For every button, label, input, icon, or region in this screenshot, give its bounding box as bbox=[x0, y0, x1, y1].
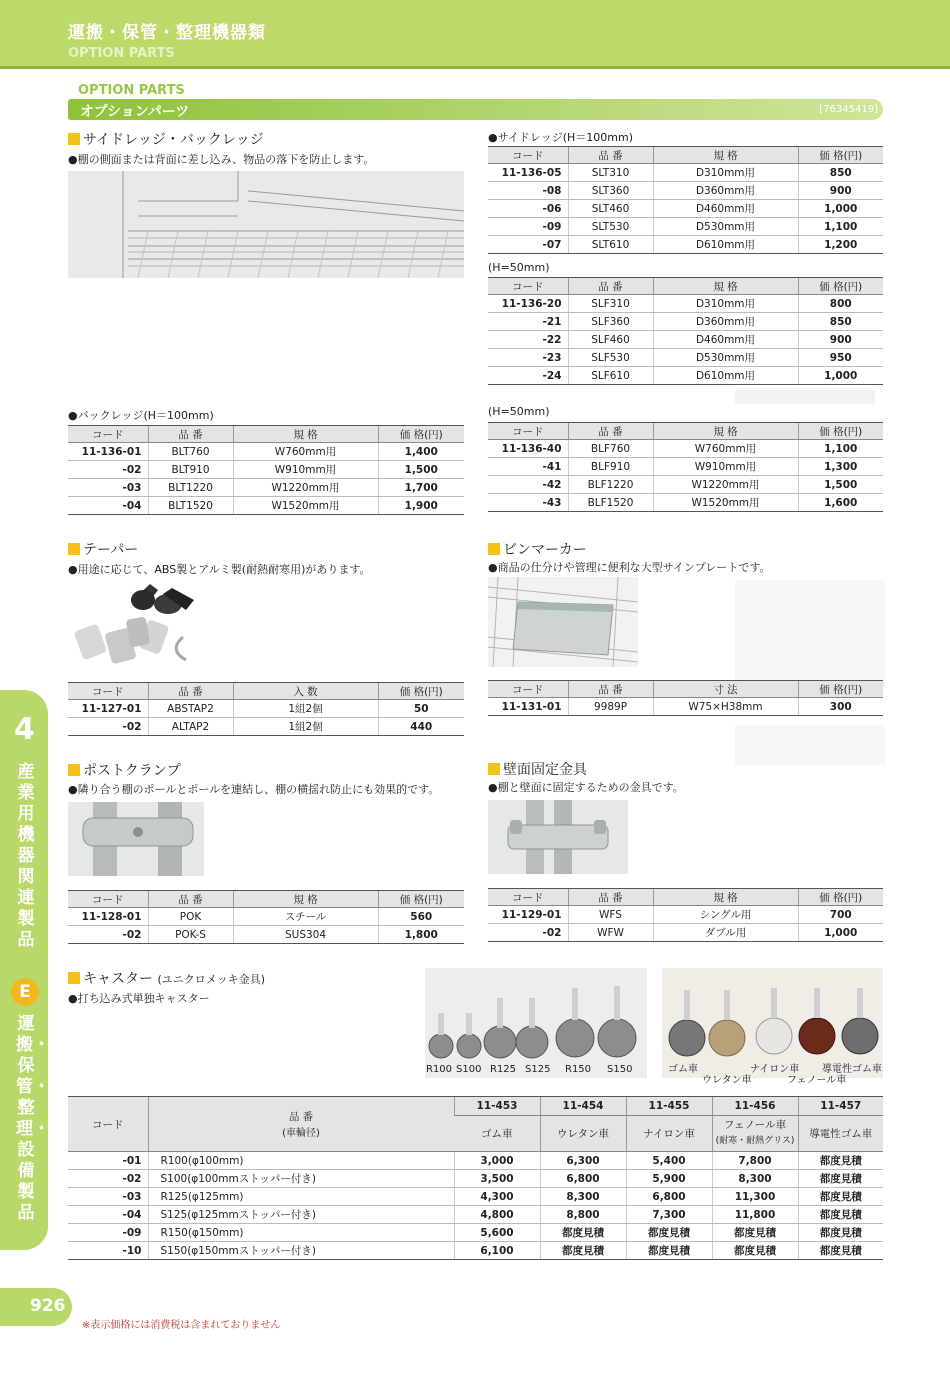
col-code: 11-454 bbox=[540, 1097, 626, 1116]
col-header: 品 番 bbox=[568, 278, 653, 295]
caster-label: R150 bbox=[565, 1064, 592, 1075]
table-cell: -24 bbox=[488, 367, 568, 385]
table-cell: 850 bbox=[798, 164, 883, 182]
postclamp-heading: ポストクランプ bbox=[68, 760, 181, 780]
table-row bbox=[68, 1188, 883, 1206]
table-cell: W910mm用 bbox=[653, 458, 798, 476]
heading-square-icon bbox=[68, 764, 80, 776]
table-row bbox=[488, 440, 883, 458]
table-cell: SLT310 bbox=[568, 164, 653, 182]
col-header: 価 格(円) bbox=[378, 426, 464, 443]
table-cell: ABSTAP2 bbox=[148, 700, 233, 718]
col-code: 11-453 bbox=[454, 1097, 540, 1116]
table-cell: -04 bbox=[68, 497, 148, 515]
table-cell: BLF1520 bbox=[568, 494, 653, 512]
table-cell: 11-136-05 bbox=[488, 164, 568, 182]
table-cell: シングル用 bbox=[653, 906, 798, 924]
table-cell: 6,300 bbox=[540, 1152, 626, 1170]
table-cell: 1,200 bbox=[798, 236, 883, 254]
col-name: ウレタン車 bbox=[540, 1116, 626, 1152]
table-cell: 都度見積 bbox=[540, 1242, 626, 1260]
table-cell: 都度見積 bbox=[798, 1152, 883, 1170]
table-cell: 1,000 bbox=[798, 200, 883, 218]
table-cell: 1,500 bbox=[798, 476, 883, 494]
col-header: 規 格 bbox=[653, 278, 798, 295]
table-cell: -21 bbox=[488, 313, 568, 331]
postclamp-description: ●隣り合う棚のポールとポールを連結し、棚の横揺れ防止にも効果的です。 bbox=[68, 783, 440, 796]
caster-sizes-image bbox=[425, 968, 647, 1078]
table-cell: 11,300 bbox=[712, 1188, 798, 1206]
taper-description: ●用途に応じて、ABS製とアルミ製(耐熱耐寒用)があります。 bbox=[68, 563, 371, 576]
table-cell: -23 bbox=[488, 349, 568, 367]
wallmount-table bbox=[488, 888, 883, 942]
table-cell: W760mm用 bbox=[653, 440, 798, 458]
caster-description: ●打ち込み式単独キャスター bbox=[68, 992, 210, 1005]
print-through bbox=[735, 725, 885, 765]
back-ledge-h100-table bbox=[68, 425, 464, 515]
heading-square-icon bbox=[68, 543, 80, 555]
caster-label: R100 bbox=[426, 1064, 453, 1075]
table-cell: D610mm用 bbox=[653, 367, 798, 385]
table-cell: SLF310 bbox=[568, 295, 653, 313]
col-name: 導電性ゴム車 bbox=[798, 1116, 883, 1152]
caster-price-table bbox=[68, 1096, 883, 1260]
caster-label: S125 bbox=[525, 1064, 551, 1075]
table-cell: 11-131-01 bbox=[488, 698, 568, 716]
option-title-bar bbox=[68, 99, 883, 120]
side50-label: (H=50mm) bbox=[488, 261, 550, 274]
table-cell: SLT460 bbox=[568, 200, 653, 218]
table-row bbox=[68, 908, 464, 926]
table-cell: 11-127-01 bbox=[68, 700, 148, 718]
table-cell: 5,900 bbox=[626, 1170, 712, 1188]
table-row bbox=[488, 349, 883, 367]
table-cell: 6,800 bbox=[626, 1188, 712, 1206]
col-code: 11-455 bbox=[626, 1097, 712, 1116]
print-through bbox=[735, 390, 875, 404]
table-cell: 440 bbox=[378, 718, 464, 736]
col-header: 寸 法 bbox=[653, 681, 798, 698]
col-header: 規 格 bbox=[233, 426, 378, 443]
table-cell: W910mm用 bbox=[233, 461, 378, 479]
caster-label: R125 bbox=[490, 1064, 517, 1075]
table-cell: 700 bbox=[798, 906, 883, 924]
table-cell: 6,100 bbox=[454, 1242, 540, 1260]
table-cell: ALTAP2 bbox=[148, 718, 233, 736]
table-cell: 1,800 bbox=[378, 926, 464, 944]
col-header: 価 格(円) bbox=[378, 683, 464, 700]
page-number: 926 bbox=[30, 1296, 66, 1316]
table-cell: 900 bbox=[798, 331, 883, 349]
table-cell: W760mm用 bbox=[233, 443, 378, 461]
table-cell: S100(φ100mmストッパー付き) bbox=[148, 1170, 454, 1188]
table-cell: 560 bbox=[378, 908, 464, 926]
table-cell: 都度見積 bbox=[798, 1170, 883, 1188]
col-header: 品 番 bbox=[148, 426, 233, 443]
table-row bbox=[488, 476, 883, 494]
table-row bbox=[68, 1224, 883, 1242]
col-header: コード bbox=[68, 891, 148, 908]
back50-label: (H=50mm) bbox=[488, 405, 550, 418]
col-header: 品 番 bbox=[568, 681, 653, 698]
col-code: 11-457 bbox=[798, 1097, 883, 1116]
table-cell: 3,500 bbox=[454, 1170, 540, 1188]
table-cell: -43 bbox=[488, 494, 568, 512]
table-cell: 1,300 bbox=[798, 458, 883, 476]
table-cell: SLF610 bbox=[568, 367, 653, 385]
table-cell: SLF360 bbox=[568, 313, 653, 331]
table-cell: R150(φ150mm) bbox=[148, 1224, 454, 1242]
table-cell: 都度見積 bbox=[540, 1224, 626, 1242]
col-header: 価 格(円) bbox=[798, 423, 883, 440]
col-header: 品 番 bbox=[568, 423, 653, 440]
heading-square-icon bbox=[488, 763, 500, 775]
table-cell: 1,000 bbox=[798, 924, 883, 942]
heading-square-icon bbox=[488, 543, 500, 555]
col-header: コード bbox=[68, 426, 148, 443]
table-row bbox=[488, 218, 883, 236]
table-row bbox=[488, 200, 883, 218]
table-cell: BLF760 bbox=[568, 440, 653, 458]
table-row bbox=[488, 331, 883, 349]
table-cell: -03 bbox=[68, 1188, 148, 1206]
table-cell: 800 bbox=[798, 295, 883, 313]
taper-parts-image bbox=[68, 582, 268, 672]
table-cell: 都度見積 bbox=[798, 1188, 883, 1206]
table-cell: 都度見積 bbox=[798, 1206, 883, 1224]
table-cell: 6,800 bbox=[540, 1170, 626, 1188]
wallmount-description: ●棚と壁面に固定するための金具です。 bbox=[488, 781, 684, 794]
table-cell: 11-136-01 bbox=[68, 443, 148, 461]
table-cell: D530mm用 bbox=[653, 218, 798, 236]
table-row bbox=[68, 479, 464, 497]
caster-label: ナイロン車 bbox=[750, 1064, 800, 1075]
table-cell: S125(φ125mmストッパー付き) bbox=[148, 1206, 454, 1224]
caster-label: ウレタン車 bbox=[702, 1075, 752, 1086]
table-row bbox=[68, 461, 464, 479]
table-cell: D360mm用 bbox=[653, 182, 798, 200]
table-cell: 4,300 bbox=[454, 1188, 540, 1206]
table-cell: BLT910 bbox=[148, 461, 233, 479]
col-name: ナイロン車 bbox=[626, 1116, 712, 1152]
table-cell: WFW bbox=[568, 924, 653, 942]
code-header: コード bbox=[68, 1097, 148, 1152]
table-cell: 5,400 bbox=[626, 1152, 712, 1170]
table-row bbox=[68, 700, 464, 718]
col-header: 入 数 bbox=[233, 683, 378, 700]
col-header: 品 番 bbox=[148, 683, 233, 700]
side100-label: ●サイドレッジ(H＝100mm) bbox=[488, 131, 633, 144]
binmarker-table bbox=[488, 680, 883, 716]
table-cell: -02 bbox=[68, 718, 148, 736]
table-cell: D310mm用 bbox=[653, 164, 798, 182]
table-cell: 都度見積 bbox=[712, 1224, 798, 1242]
back-ledge-h50-table bbox=[488, 422, 883, 512]
table-cell: SLT530 bbox=[568, 218, 653, 236]
caster-heading: キャスター (ユニクロメッキ金具) bbox=[68, 968, 265, 988]
table-cell: 1,600 bbox=[798, 494, 883, 512]
table-cell: 1,100 bbox=[798, 440, 883, 458]
table-cell: 5,600 bbox=[454, 1224, 540, 1242]
table-cell: BLT760 bbox=[148, 443, 233, 461]
table-cell: 1組2個 bbox=[233, 700, 378, 718]
table-cell: ダブル用 bbox=[653, 924, 798, 942]
side-ledge-h50-table bbox=[488, 277, 883, 385]
table-cell: 3,000 bbox=[454, 1152, 540, 1170]
header-subtitle: OPTION PARTS bbox=[68, 46, 175, 61]
table-cell: 8,800 bbox=[540, 1206, 626, 1224]
col-header: 品 番 bbox=[148, 891, 233, 908]
table-cell: 1,100 bbox=[798, 218, 883, 236]
wall-bracket-image bbox=[488, 800, 628, 874]
col-header: コード bbox=[488, 278, 568, 295]
side-ledge-h100-table bbox=[488, 146, 883, 254]
table-cell: BLT1220 bbox=[148, 479, 233, 497]
wallmount-heading: 壁面固定金具 bbox=[488, 759, 587, 779]
table-cell: 1,500 bbox=[378, 461, 464, 479]
table-row bbox=[68, 1206, 883, 1224]
table-cell: 11-129-01 bbox=[488, 906, 568, 924]
table-cell: -07 bbox=[488, 236, 568, 254]
table-cell: 11-136-40 bbox=[488, 440, 568, 458]
table-cell: W1220mm用 bbox=[233, 479, 378, 497]
table-cell: 1,400 bbox=[378, 443, 464, 461]
col-header: コード bbox=[488, 889, 568, 906]
table-cell: D460mm用 bbox=[653, 331, 798, 349]
wallmount-photo bbox=[488, 800, 628, 874]
col-header: 品 番 bbox=[568, 147, 653, 164]
table-cell: 都度見積 bbox=[626, 1224, 712, 1242]
table-cell: -10 bbox=[68, 1242, 148, 1260]
caster-label: S100 bbox=[456, 1064, 482, 1075]
table-cell: -09 bbox=[488, 218, 568, 236]
table-cell: -09 bbox=[68, 1224, 148, 1242]
caster-label: S150 bbox=[607, 1064, 633, 1075]
side-category-2: 運搬・保管・整理・設備製品 bbox=[16, 1014, 50, 1223]
side-letter-badge: E bbox=[11, 978, 39, 1006]
ledge-photo bbox=[68, 171, 464, 278]
binmarker-photo bbox=[488, 577, 638, 667]
table-cell: BLF1220 bbox=[568, 476, 653, 494]
table-cell: -01 bbox=[68, 1152, 148, 1170]
ledge-description: ●棚の側面または背面に差し込み、物品の落下を防止します。 bbox=[68, 153, 375, 166]
table-cell: 4,800 bbox=[454, 1206, 540, 1224]
taper-table bbox=[68, 682, 464, 736]
table-row bbox=[68, 718, 464, 736]
caster-label: 導電性ゴム車 bbox=[822, 1064, 882, 1075]
table-row bbox=[488, 313, 883, 331]
table-cell: R125(φ125mm) bbox=[148, 1188, 454, 1206]
table-row bbox=[68, 443, 464, 461]
tax-note: ※表示価格には消費税は含まれておりません bbox=[82, 1320, 281, 1331]
col-header: 規 格 bbox=[653, 889, 798, 906]
binmarker-description: ●商品の仕分けや管理に便利な大型サインプレートです。 bbox=[488, 561, 771, 574]
col-header: 価 格(円) bbox=[798, 278, 883, 295]
table-cell: 1,700 bbox=[378, 479, 464, 497]
table-cell: D310mm用 bbox=[653, 295, 798, 313]
header-rule bbox=[0, 66, 950, 69]
col-header: コード bbox=[488, 423, 568, 440]
table-row bbox=[488, 182, 883, 200]
option-code: [76345419] bbox=[819, 104, 878, 115]
wire-shelf-ledge-image bbox=[68, 171, 464, 278]
item-header: 品 番 (車輪径) bbox=[148, 1097, 454, 1152]
option-title: オプションパーツ bbox=[80, 104, 190, 120]
table-cell: 8,300 bbox=[712, 1170, 798, 1188]
print-through bbox=[735, 580, 885, 690]
table-row bbox=[488, 458, 883, 476]
table-cell: 50 bbox=[378, 700, 464, 718]
heading-square-icon bbox=[68, 133, 80, 145]
table-cell: スチール bbox=[233, 908, 378, 926]
caster-label: ゴム車 bbox=[668, 1064, 698, 1075]
option-en-label: OPTION PARTS bbox=[78, 83, 185, 98]
table-cell: 都度見積 bbox=[626, 1242, 712, 1260]
table-row bbox=[488, 924, 883, 942]
table-row bbox=[488, 295, 883, 313]
col-header: 規 格 bbox=[233, 891, 378, 908]
table-cell: -08 bbox=[488, 182, 568, 200]
table-cell: 都度見積 bbox=[712, 1242, 798, 1260]
table-cell: 300 bbox=[798, 698, 883, 716]
table-cell: 11,800 bbox=[712, 1206, 798, 1224]
side-chapter-number: 4 bbox=[14, 712, 35, 747]
table-cell: W1520mm用 bbox=[233, 497, 378, 515]
page-number-tab bbox=[0, 1288, 72, 1326]
table-cell: SLF460 bbox=[568, 331, 653, 349]
table-row bbox=[488, 906, 883, 924]
table-cell: 1,000 bbox=[798, 367, 883, 385]
table-cell: -41 bbox=[488, 458, 568, 476]
table-cell: S150(φ150mmストッパー付き) bbox=[148, 1242, 454, 1260]
table-cell: -02 bbox=[488, 924, 568, 942]
table-row bbox=[488, 164, 883, 182]
post-clamp-image bbox=[68, 802, 204, 876]
table-row bbox=[68, 926, 464, 944]
table-cell: -06 bbox=[488, 200, 568, 218]
table-cell: SLT610 bbox=[568, 236, 653, 254]
col-header: 規 格 bbox=[653, 147, 798, 164]
table-cell: -02 bbox=[68, 926, 148, 944]
table-cell: 11-128-01 bbox=[68, 908, 148, 926]
col-code: 11-456 bbox=[712, 1097, 798, 1116]
table-row bbox=[488, 698, 883, 716]
table-cell: BLT1520 bbox=[148, 497, 233, 515]
table-cell: 8,300 bbox=[540, 1188, 626, 1206]
table-cell: 都度見積 bbox=[798, 1224, 883, 1242]
col-name: ゴム車 bbox=[454, 1116, 540, 1152]
postclamp-table bbox=[68, 890, 464, 944]
table-cell: D460mm用 bbox=[653, 200, 798, 218]
heading-square-icon bbox=[68, 972, 80, 984]
table-cell: W1220mm用 bbox=[653, 476, 798, 494]
table-cell: POK-S bbox=[148, 926, 233, 944]
table-row bbox=[68, 1152, 883, 1170]
col-header: コード bbox=[488, 681, 568, 698]
binmarker-heading: ビンマーカー bbox=[488, 539, 587, 559]
table-row bbox=[68, 497, 464, 515]
caster-label: フェノール車 bbox=[787, 1075, 847, 1086]
table-cell: 900 bbox=[798, 182, 883, 200]
col-header: 品 番 bbox=[568, 889, 653, 906]
table-cell: SUS304 bbox=[233, 926, 378, 944]
back100-label: ●バックレッジ(H＝100mm) bbox=[68, 409, 214, 422]
table-row bbox=[488, 494, 883, 512]
table-cell: W1520mm用 bbox=[653, 494, 798, 512]
table-cell: -02 bbox=[68, 461, 148, 479]
taper-heading: テーパー bbox=[68, 539, 138, 559]
table-cell: 9989P bbox=[568, 698, 653, 716]
table-cell: BLF910 bbox=[568, 458, 653, 476]
table-cell: 7,300 bbox=[626, 1206, 712, 1224]
table-cell: D610mm用 bbox=[653, 236, 798, 254]
col-header: 価 格(円) bbox=[798, 147, 883, 164]
table-cell: 1,900 bbox=[378, 497, 464, 515]
col-header: 価 格(円) bbox=[798, 889, 883, 906]
table-cell: -02 bbox=[68, 1170, 148, 1188]
side-category-1: 産業用機器関連製品 bbox=[17, 762, 35, 950]
table-cell: -22 bbox=[488, 331, 568, 349]
table-cell: -03 bbox=[68, 479, 148, 497]
postclamp-photo bbox=[68, 802, 204, 876]
table-cell: 1組2個 bbox=[233, 718, 378, 736]
table-cell: D530mm用 bbox=[653, 349, 798, 367]
table-cell: 950 bbox=[798, 349, 883, 367]
table-cell: 7,800 bbox=[712, 1152, 798, 1170]
col-header: コード bbox=[488, 147, 568, 164]
col-header: 規 格 bbox=[653, 423, 798, 440]
table-cell: SLT360 bbox=[568, 182, 653, 200]
col-name: フェノール車 (耐寒・耐熱グリス) bbox=[712, 1116, 798, 1152]
header-title: 運搬・保管・整理機器類 bbox=[68, 23, 266, 43]
table-cell: POK bbox=[148, 908, 233, 926]
bin-marker-image bbox=[488, 577, 638, 667]
ledge-heading: サイドレッジ・バックレッジ bbox=[68, 129, 264, 149]
col-header: 価 格(円) bbox=[798, 681, 883, 698]
table-cell: -04 bbox=[68, 1206, 148, 1224]
taper-photo bbox=[68, 582, 268, 672]
col-header: 価 格(円) bbox=[378, 891, 464, 908]
table-cell: 11-136-20 bbox=[488, 295, 568, 313]
table-cell: 都度見積 bbox=[798, 1242, 883, 1260]
table-cell: R100(φ100mm) bbox=[148, 1152, 454, 1170]
col-header: コード bbox=[68, 683, 148, 700]
table-cell: -42 bbox=[488, 476, 568, 494]
caster-size-photo bbox=[425, 968, 647, 1078]
table-row bbox=[488, 236, 883, 254]
table-cell: WFS bbox=[568, 906, 653, 924]
table-cell: D360mm用 bbox=[653, 313, 798, 331]
table-row bbox=[68, 1242, 883, 1260]
table-row bbox=[488, 367, 883, 385]
table-cell: SLF530 bbox=[568, 349, 653, 367]
table-row bbox=[68, 1170, 883, 1188]
table-cell: 850 bbox=[798, 313, 883, 331]
table-cell: W75×H38mm bbox=[653, 698, 798, 716]
